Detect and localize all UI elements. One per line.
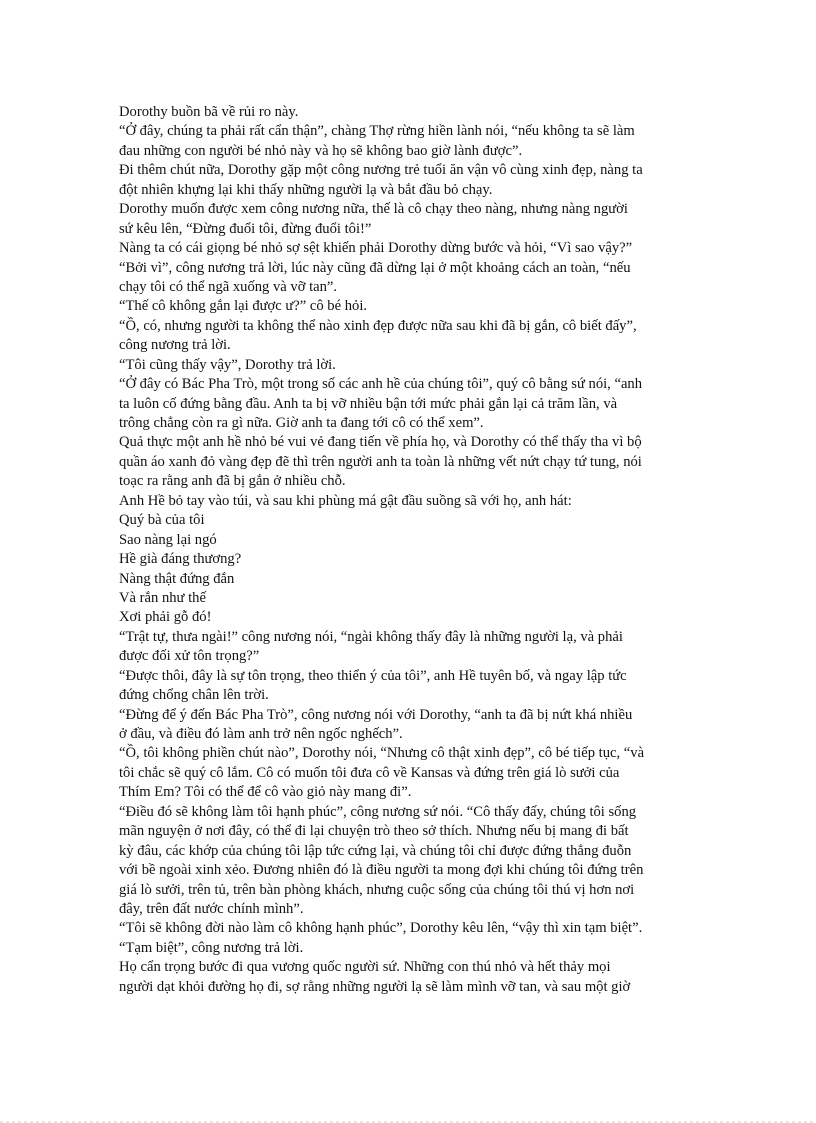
text-line: Hề già đáng thương? — [119, 551, 242, 568]
text-line: quần áo xanh đỏ vàng đẹp đẽ thì trên người anh ta toàn là những vết nứt chạy tứ tung, nói — [119, 453, 642, 470]
text-line: “Thế cô không gắn lại được ư?” cô bé hỏi. — [119, 298, 368, 315]
text-line: kỳ đâu, các khớp của chúng tôi lập tức cứng lại, và chúng tôi chỉ được đứng thẳng đuỗn — [119, 842, 632, 859]
text-line: đứng chổng chân lên trời. — [119, 687, 269, 704]
text-line: mãn nguyện ở nơi đây, có thể đi lại chuyện trò theo sở thích. Nhưng nếu bị mang đi bất — [119, 823, 629, 840]
text-line: “Ồ, có, nhưng người ta không thể nào xinh đẹp được nữa sau khi đã bị gắn, cô biết đấy”, — [119, 317, 637, 334]
text-line: Anh Hề bỏ tay vào túi, và sau khi phùng má gật đầu suồng sã với họ, anh hát: — [119, 492, 572, 509]
text-line: đây, trên đất nước chính mình”. — [119, 900, 304, 917]
text-line: công nương trả lời. — [119, 337, 231, 354]
text-line: Nàng thật đứng đắn — [119, 570, 235, 587]
text-line: ta luôn cố đứng bằng đầu. Anh ta bị vỡ nhiều bận tới mức phải gắn lại cả trăm lần, và — [119, 395, 618, 412]
text-line: “Ở đây có Bác Pha Trò, một trong số các anh hề của chúng tôi”, quý cô bằng sứ nói, “anh — [119, 376, 643, 393]
text-line: Sao nàng lại ngó — [119, 531, 217, 548]
text-line: “Tôi sẽ không đời nào làm cô không hạnh phúc”, Dorothy kêu lên, “vậy thì xin tạm biệt”. — [119, 920, 643, 937]
text-line: “Đừng để ý đến Bác Pha Trò”, công nương nói với Dorothy, “anh ta đã bị nứt khá nhiều — [119, 706, 633, 723]
text-line: “Bởi vì”, công nương trả lời, lúc này cũng đã dừng lại ở một khoảng cách an toàn, “nếu — [119, 259, 631, 276]
text-line: “Được thôi, đây là sự tôn trọng, theo thiển ý của tôi”, anh Hề tuyên bố, và ngay lập tức — [119, 667, 627, 684]
text-line: trông chẳng còn ra gì nữa. Giờ anh ta đang tới cô có thể xem”. — [119, 415, 484, 431]
text-line: Dorothy buồn bã về rủi ro này. — [119, 104, 299, 120]
text-line: tôi chắc sẽ quý cô lắm. Cô có muốn tôi đưa cô về Kansas và đứng trên giá lò sưởi của — [119, 764, 620, 781]
text-line: Họ cẩn trọng bước đi qua vương quốc người sứ. Những con thú nhỏ và hết thảy mọi — [119, 959, 611, 976]
text-line: Dorothy muốn được xem công nương nữa, thế là cô chạy theo nàng, nhưng nàng người — [119, 201, 628, 218]
text-line: người dạt khỏi đường họ đi, sợ rằng những người lạ sẽ làm mình vỡ tan, và sau một giờ — [119, 978, 631, 995]
text-line: giá lò sưởi, trên tủ, trên bàn phòng khách, nhưng cuộc sống của chúng tôi thú vị hơn nơi — [119, 881, 635, 898]
text-line: “Ở đây, chúng ta phải rất cẩn thận”, chàng Thợ rừng hiền lành nói, “nếu không ta sẽ làm — [119, 123, 635, 140]
text-line: “Trật tự, thưa ngài!” công nương nói, “ngài không thấy đây là những người lạ, và phải — [119, 628, 623, 645]
text-line: Thím Em? Tôi có thể để cô vào giỏ này mang đi”. — [119, 784, 412, 801]
story-text — [119, 103, 709, 997]
text-line: Xơi phải gỗ đó! — [119, 609, 212, 626]
text-line: Và rắn như thế — [119, 589, 206, 606]
text-line: “Ồ, tôi không phiền chút nào”, Dorothy nói, “Nhưng cô thật xinh đẹp”, cô bé tiếp tục, “và — [119, 745, 645, 762]
text-line: “Điều đó sẽ không làm tôi hạnh phúc”, công nương sứ nói. “Cô thấy đấy, chúng tôi sống — [119, 803, 637, 820]
text-line: đột nhiên khựng lại khi thấy những người lạ và bắt đầu bỏ chạy. — [119, 181, 493, 198]
text-line: toạc ra rằng anh đã bị gắn ở nhiều chỗ. — [119, 473, 346, 490]
text-line: chạy tôi có thể ngã xuống và vỡ tan”. — [119, 278, 338, 295]
text-line: Quý bà của tôi — [119, 512, 205, 529]
text-line: “Tạm biệt”, công nương trả lời. — [119, 939, 304, 956]
text-line: Quả thực một anh hề nhỏ bé vui vẻ đang tiến về phía họ, và Dorothy có thể thấy tha vì bộ — [119, 434, 642, 451]
text-line: với bề ngoài xinh xẻo. Đương nhiên đó là điều người ta mong đợi khi chúng tôi đứng trên — [119, 862, 644, 879]
text-line: ở đầu, và điều đó làm anh trở nên ngốc nghếch”. — [119, 726, 403, 742]
text-line: Nàng ta có cái giọng bé nhỏ sợ sệt khiến phải Dorothy dừng bước và hỏi, “Vì sao vậy?” — [119, 240, 633, 257]
text-line: “Tôi cũng thấy vậy”, Dorothy trả lời. — [119, 356, 336, 373]
text-line: Đi thêm chút nữa, Dorothy gặp một công nương trẻ tuổi ăn vận vô cùng xinh đẹp, nàng ta — [119, 162, 643, 179]
text-line: đau những con người bé nhỏ này và họ sẽ không bao giờ lành được”. — [119, 142, 523, 159]
text-line: sứ kêu lên, “Đừng đuổi tôi, đừng đuổi tôi!” — [119, 220, 372, 237]
text-line: được đối xử tôn trọng?” — [119, 648, 260, 665]
